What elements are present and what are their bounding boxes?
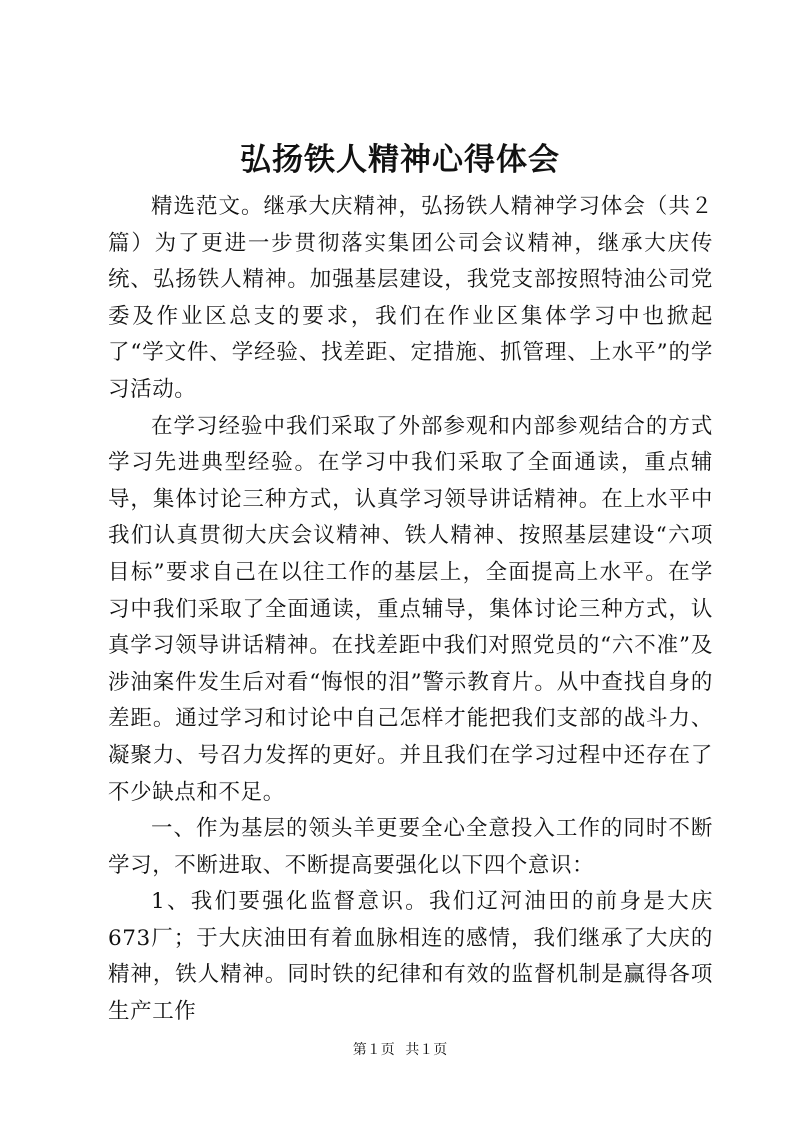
paragraph-1: 精选范文。继承大庆精神，弘扬铁人精神学习体会（共２篇）为了更进一步贯彻落实集团公司会议精神，继承大庆传统、弘扬铁人精神。加强基层建设，我党支部按照特油公司党委及作业区总支的要求，我们在作业区集体学习中也掀起了“学文件、学经验、找差距、定措施、抓管理、上水平”的学习活动。 (108, 194, 713, 402)
page-number-current: 第１页 (352, 1042, 395, 1058)
page-footer (0, 1040, 800, 1060)
paragraph-3: 一、作为基层的领头羊更要全心全意投入工作的同时不断学习，不断进取、不断提高要强化以下四个意识： (108, 816, 713, 878)
document-title: 弘扬铁人精神心得体会 (240, 142, 560, 178)
page-number-total: 共１页 (405, 1042, 448, 1058)
paragraph-4: 1、我们要强化监督意识。我们辽河油田的前身是大庆673厂；于大庆油田有着血脉相连的感情，我们继承了大庆的精神，铁人精神。同时铁的纪律和有效的监督机制是赢得各项生产工作 (108, 889, 713, 1025)
document-body (108, 189, 713, 1031)
paragraph-2: 在学习经验中我们采取了外部参观和内部参观结合的方式学习先进典型经验。在学习中我们采取了全面通读，重点辅导，集体讨论三种方式，认真学习领导讲话精神。在上水平中我们认真贯彻大庆会议精神、铁人精神、按照基层建设“六项目标”要求自己在以往工作的基层上，全面提高上水平。在学习中我们采取了全面通读，重点辅导，集体讨论三种方式，认真学习领导讲话精神。在找差距中我们对照党员的“六不准”及涉油案件发生后对看“悔恨的泪”警示教育片。从中查找自身的差距。通过学习和讨论中自己怎样才能把我们支部的战斗力、凝聚力、号召力发挥的更好。并且我们在学习过程中还存在了不少缺点和不足。 (108, 413, 713, 805)
